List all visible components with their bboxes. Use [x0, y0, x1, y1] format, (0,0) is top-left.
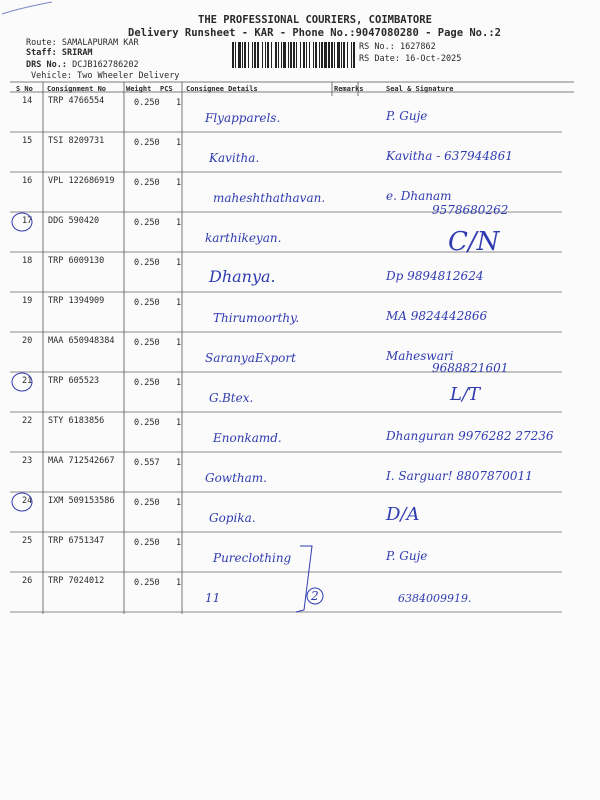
col-header-consignment: Consignment No — [47, 85, 107, 93]
col-header-sno: S No — [16, 85, 33, 93]
row-pcs: 1 — [176, 298, 182, 308]
row-serial-no: 17 — [22, 216, 33, 226]
row-weight: 0.250 — [134, 418, 160, 428]
col-header-consignee: Consignee Details — [186, 85, 258, 93]
row-weight: 0.250 — [134, 98, 160, 108]
handwritten-consignee: Flyapparels. — [205, 111, 281, 125]
col-header-remarks: Remarks — [334, 85, 364, 93]
rs-no-label: RS No.: — [359, 42, 395, 52]
handwritten-signature: MA 9824442866 — [386, 309, 488, 323]
vehicle-value: Two Wheeler Delivery — [77, 71, 180, 81]
handwritten-consignee: Gopika. — [209, 511, 256, 525]
handwritten-signature: I. Sarguar! 8807870011 — [386, 469, 533, 483]
row-pcs: 1 — [176, 98, 182, 108]
row-consignment-no: MAA 650948384 — [48, 336, 115, 346]
handwritten-signature: e. Dhanam — [386, 189, 452, 203]
handwritten-signature: Dp 9894812624 — [386, 269, 484, 283]
rs-date-value: 16-Oct-2025 — [405, 54, 462, 64]
handwritten-signature: Maheswari — [386, 349, 454, 363]
row-weight: 0.250 — [134, 218, 160, 228]
row-consignment-no: TSI 8209731 — [48, 136, 105, 146]
handwritten-consignee: Gowtham. — [205, 471, 267, 485]
route-label: Route: — [26, 38, 57, 48]
runsheet-subtitle: Delivery Runsheet - KAR - Phone No.:9047080280 - Page No.:2 — [128, 27, 501, 39]
handwritten-signature: Kavitha - 637944861 — [386, 149, 513, 163]
row-pcs: 1 — [176, 458, 182, 468]
row-serial-no: 16 — [22, 176, 33, 186]
handwritten-consignee: Pureclothing — [213, 551, 292, 565]
row-weight: 0.250 — [134, 378, 160, 388]
handwritten-note: 2 — [311, 589, 319, 603]
row-serial-no: 25 — [22, 536, 33, 546]
handwritten-consignee: maheshthathavan. — [213, 191, 326, 205]
handwritten-signature: P. Guje — [386, 109, 428, 123]
row-pcs: 1 — [176, 338, 182, 348]
col-header-pcs: PCS — [160, 85, 173, 93]
vehicle-label: Vehicle: — [31, 71, 72, 81]
row-weight: 0.250 — [134, 138, 160, 148]
handwritten-consignee: Enonkamd. — [213, 431, 282, 445]
handwritten-consignee: Thirumoorthy. — [213, 311, 300, 325]
row-serial-no: 20 — [22, 336, 33, 346]
row-serial-no: 24 — [22, 496, 33, 506]
handwritten-consignee: 11 — [205, 591, 221, 605]
rs-no-value: 1627862 — [399, 42, 436, 52]
handwritten-signature: Dhanguran 9976282 27236 — [386, 429, 554, 443]
handwritten-signature: D/A — [386, 504, 420, 525]
row-consignment-no: IXM 509153586 — [48, 496, 115, 506]
row-consignment-no: TRP 605523 — [48, 376, 100, 386]
col-header-weight: Weight — [126, 85, 152, 93]
handwritten-signature: C/N — [448, 227, 500, 257]
row-serial-no: 18 — [22, 256, 33, 266]
serial-circle-mark — [12, 493, 32, 511]
row-pcs: 1 — [176, 578, 182, 588]
handwritten-note: 9578680262 — [432, 203, 509, 217]
row-serial-no: 26 — [22, 576, 33, 586]
row-serial-no: 21 — [22, 376, 33, 386]
serial-circle-mark — [12, 213, 32, 231]
row-consignment-no: MAA 712542667 — [48, 456, 115, 466]
row-consignment-no: TRP 6009130 — [48, 256, 105, 266]
row-consignment-no: TRP 7024012 — [48, 576, 105, 586]
row-consignment-no: STY 6183856 — [48, 416, 105, 426]
row-serial-no: 23 — [22, 456, 33, 466]
handwritten-consignee: Dhanya. — [209, 267, 276, 286]
row-weight: 0.250 — [134, 338, 160, 348]
handwritten-note: 9688821601 — [432, 361, 509, 375]
route-value: SAMALAPURAM KAR — [61, 38, 139, 48]
handwritten-consignee: G.Btex. — [209, 391, 254, 405]
handwritten-signature: L/T — [450, 384, 481, 405]
row-weight: 0.250 — [134, 258, 160, 268]
row-weight: 0.250 — [134, 178, 160, 188]
drs-label: DRS No.: — [26, 60, 67, 70]
row-weight: 0.250 — [134, 498, 160, 508]
handwritten-consignee: karthikeyan. — [205, 231, 282, 245]
row-pcs: 1 — [176, 498, 182, 508]
staff-value: SRIRAM — [61, 48, 93, 58]
col-header-seal: Seal & Signature — [386, 85, 454, 93]
drs-value: DCJB162786202 — [72, 60, 139, 70]
serial-circle-mark — [12, 373, 32, 391]
row-pcs: 1 — [176, 258, 182, 268]
row-serial-no: 22 — [22, 416, 33, 426]
handwritten-signature: P. Guje — [386, 549, 428, 563]
row-consignment-no: VPL 122686919 — [48, 176, 115, 186]
row-serial-no: 15 — [22, 136, 33, 146]
row-pcs: 1 — [176, 538, 182, 548]
row-weight: 0.557 — [134, 458, 160, 468]
row-pcs: 1 — [176, 218, 182, 228]
row-weight: 0.250 — [134, 538, 160, 548]
row-consignment-no: TRP 1394909 — [48, 296, 105, 306]
row-consignment-no: DDG 590420 — [48, 216, 100, 226]
row-consignment-no: TRP 6751347 — [48, 536, 105, 546]
handwritten-consignee: SaranyaExport — [205, 351, 296, 365]
row-pcs: 1 — [176, 378, 182, 388]
row-serial-no: 14 — [22, 96, 33, 106]
row-pcs: 1 — [176, 138, 182, 148]
row-consignment-no: TRP 4766554 — [48, 96, 105, 106]
row-weight: 0.250 — [134, 578, 160, 588]
company-title: THE PROFESSIONAL COURIERS, COIMBATORE — [198, 14, 432, 26]
row-pcs: 1 — [176, 418, 182, 428]
rs-date-label: RS Date: — [359, 54, 400, 64]
row-weight: 0.250 — [134, 298, 160, 308]
handwritten-consignee: Kavitha. — [209, 151, 260, 165]
row-serial-no: 19 — [22, 296, 33, 306]
handwritten-note: 6384009919. — [398, 592, 472, 605]
row-pcs: 1 — [176, 178, 182, 188]
staff-label: Staff: — [26, 48, 57, 58]
